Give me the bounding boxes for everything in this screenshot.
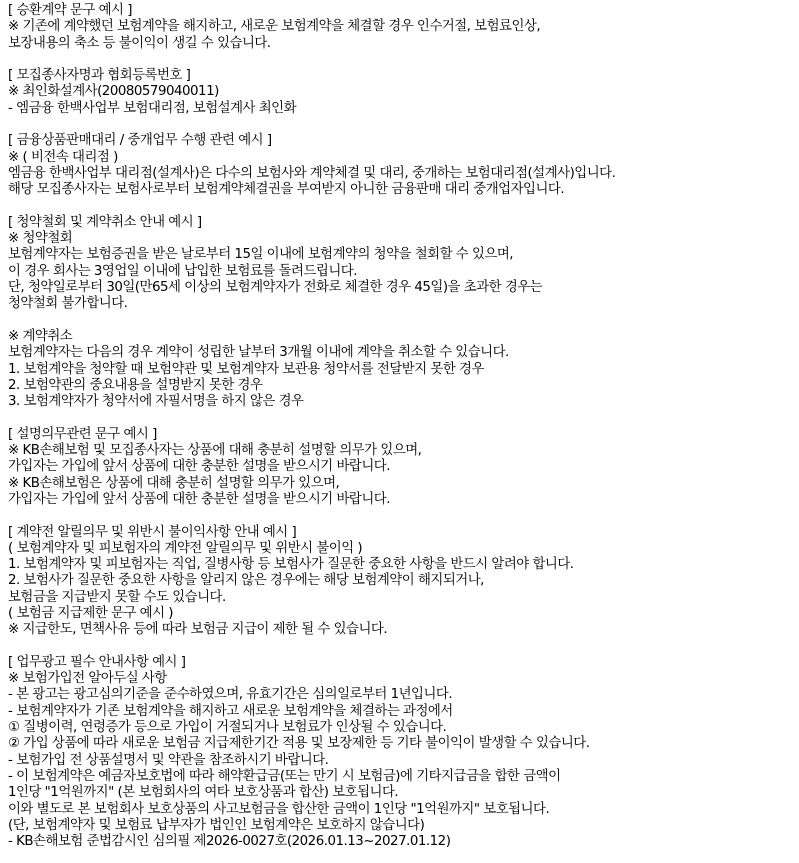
text-line: ※ 계약취소 xyxy=(8,328,73,344)
text-line: 2. 보험사가 질문한 중요한 사항을 알리지 않은 경우에는 해당 보험계약이 해지되거나, xyxy=(8,573,484,589)
text-line: 이 경우 회사는 3영업일 이내에 납입한 보험료를 돌려드립니다. xyxy=(8,263,357,279)
replacement-contract-notice-section xyxy=(8,3,796,52)
text-line: 보장내용의 축소 등 불이익이 생길 수 있습니다. xyxy=(8,35,271,51)
text-line: 가입자는 가입에 앞서 상품에 대한 충분한 설명을 받으시기 바랍니다. xyxy=(8,459,390,475)
text-line: ※ 청약철회 xyxy=(8,231,73,247)
text-line: - 보험가입 전 상품설명서 및 약관을 참조하시기 바랍니다. xyxy=(8,752,329,768)
text-line: 이와 별도로 본 보험회사 보호상품의 사고보험금을 합산한 금액이 1인당 "1억원까지" 보호됩니다. xyxy=(8,801,550,817)
section-heading: [ 모집종사자명과 협회등록번호 ] xyxy=(8,68,191,84)
text-line: ② 가입 상품에 따라 새로운 보험금 지급제한기간 적용 및 보장제한 등 기타 불이익이 발생할 수 있습니다. xyxy=(8,736,590,752)
text-line: ※ 기존에 계약했던 보험계약을 해지하고, 새로운 보험계약을 체결할 경우 인수거절, 보험료인상, xyxy=(8,19,541,35)
text-line: - 보험계약자가 기존 보험계약을 해지하고 새로운 보험계약을 체결하는 과정에서 xyxy=(8,703,453,719)
text-line: ① 질병이력, 연령증가 등으로 가입이 거절되거나 보험료가 인상될 수 있습니다. xyxy=(8,720,447,736)
text-line: - KB손해보험 준법감시인 심의필 제2026-0027호(2026.01.13~2027.01.12) xyxy=(8,834,451,850)
text-line: 1. 보험계약을 청약할 때 보험약관 및 보험계약자 보관용 청약서를 전달받지 못한 경우 xyxy=(8,361,484,377)
text-line: 보험계약자는 다음의 경우 계약이 성립한 날부터 3개월 이내에 계약을 취소할 수 있습니다. xyxy=(8,345,509,361)
financial-agency-notice-section xyxy=(8,133,796,198)
text-line: ※ 보험가입전 알아두실 사항 xyxy=(8,671,167,687)
text-line: 가입자는 가입에 앞서 상품에 대한 충분한 설명을 받으시기 바랍니다. xyxy=(8,491,390,507)
text-line: ※ 최인화설계사(20080579040011) xyxy=(8,84,219,100)
explanation-duty-notice-section xyxy=(8,427,796,508)
text-line: ※ ( 비전속 대리점 ) xyxy=(8,149,118,165)
withdrawal-notice-section xyxy=(8,215,796,313)
agent-registration-notice-section xyxy=(8,68,796,117)
text-line: ※ KB손해보험 및 모집종사자는 상품에 대해 충분히 설명할 의무가 있으며, xyxy=(8,443,422,459)
section-heading: [ 설명의무관련 문구 예시 ] xyxy=(8,426,157,442)
text-line: ※ KB손해보험은 상품에 대해 충분히 설명할 의무가 있으며, xyxy=(8,475,340,491)
text-line: 1인당 "1억원까지" (본 보험회사의 여타 보호상품과 합산) 보호됩니다. xyxy=(8,785,399,801)
text-line: 청약철회 불가합니다. xyxy=(8,296,128,312)
advertising-notice-section xyxy=(8,655,796,851)
text-line: 보험계약자는 보험증권을 받은 날로부터 15일 이내에 보험계약의 청약을 철회할 수 있으며, xyxy=(8,247,514,263)
text-line: - 이 보험계약은 예금자보호법에 따라 해약환급금(또는 만기 시 보험금)에 기타지급금을 합한 금액이 xyxy=(8,768,561,784)
section-heading: [ 계약전 알릴의무 및 위반시 불이익사항 안내 예시 ] xyxy=(8,524,297,540)
text-line: ( 보험계약자 및 피보험자의 계약전 알릴의무 및 위반시 불이익 ) xyxy=(8,540,363,556)
section-heading: [ 청약철회 및 계약취소 안내 예시 ] xyxy=(8,214,202,230)
text-line: (단, 보험계약자 및 보험료 납부자가 법인인 보험계약은 보호하지 않습니다) xyxy=(8,817,425,833)
section-heading: [ 승환계약 문구 예시 ] xyxy=(8,3,132,18)
text-line: ※ 지급한도, 면책사유 등에 따라 보험금 지급이 제한 될 수 있습니다. xyxy=(8,622,388,638)
text-line: 1. 보험계약자 및 피보험자는 직업, 질병사항 등 보험사가 질문한 중요한 사항을 반드시 알려야 합니다. xyxy=(8,557,574,573)
text-line: 해당 모집종사자는 보험사로부터 보험계약체결권을 부여받지 아니한 금융판매 대리 중개업자입니다. xyxy=(8,182,565,198)
text-line: - 본 광고는 광고심의기준을 준수하였으며, 유효기간은 심의일로부터 1년입니다. xyxy=(8,687,453,703)
text-line: 3. 보험계약자가 청약서에 자필서명을 하지 않은 경우 xyxy=(8,394,304,410)
disclosure-duty-notice-section xyxy=(8,525,796,639)
text-line: ( 보험금 지급제한 문구 예시 ) xyxy=(8,605,174,621)
section-heading: [ 업무광고 필수 안내사항 예시 ] xyxy=(8,654,186,670)
text-line: 보험금을 지급받지 못할 수도 있습니다. xyxy=(8,589,226,605)
cancellation-notice-section xyxy=(8,329,796,410)
text-line: - 엠금융 한백사업부 보험대리점, 보험설계사 최인화 xyxy=(8,100,297,116)
notice-document xyxy=(8,3,796,850)
text-line: 2. 보험약관의 중요내용을 설명받지 못한 경우 xyxy=(8,377,263,393)
text-line: 단, 청약일로부터 30일(만65세 이상의 보험계약자가 전화로 체결한 경우 45일)을 초과한 경우는 xyxy=(8,280,543,296)
section-heading: [ 금융상품판매대리 / 중개업무 수행 관련 예시 ] xyxy=(8,133,272,149)
text-line: 엠금융 한백사업부 대리점(설계사)은 다수의 보험사와 계약체결 및 대리, 중개하는 보험대리점(설계사)입니다. xyxy=(8,165,616,181)
